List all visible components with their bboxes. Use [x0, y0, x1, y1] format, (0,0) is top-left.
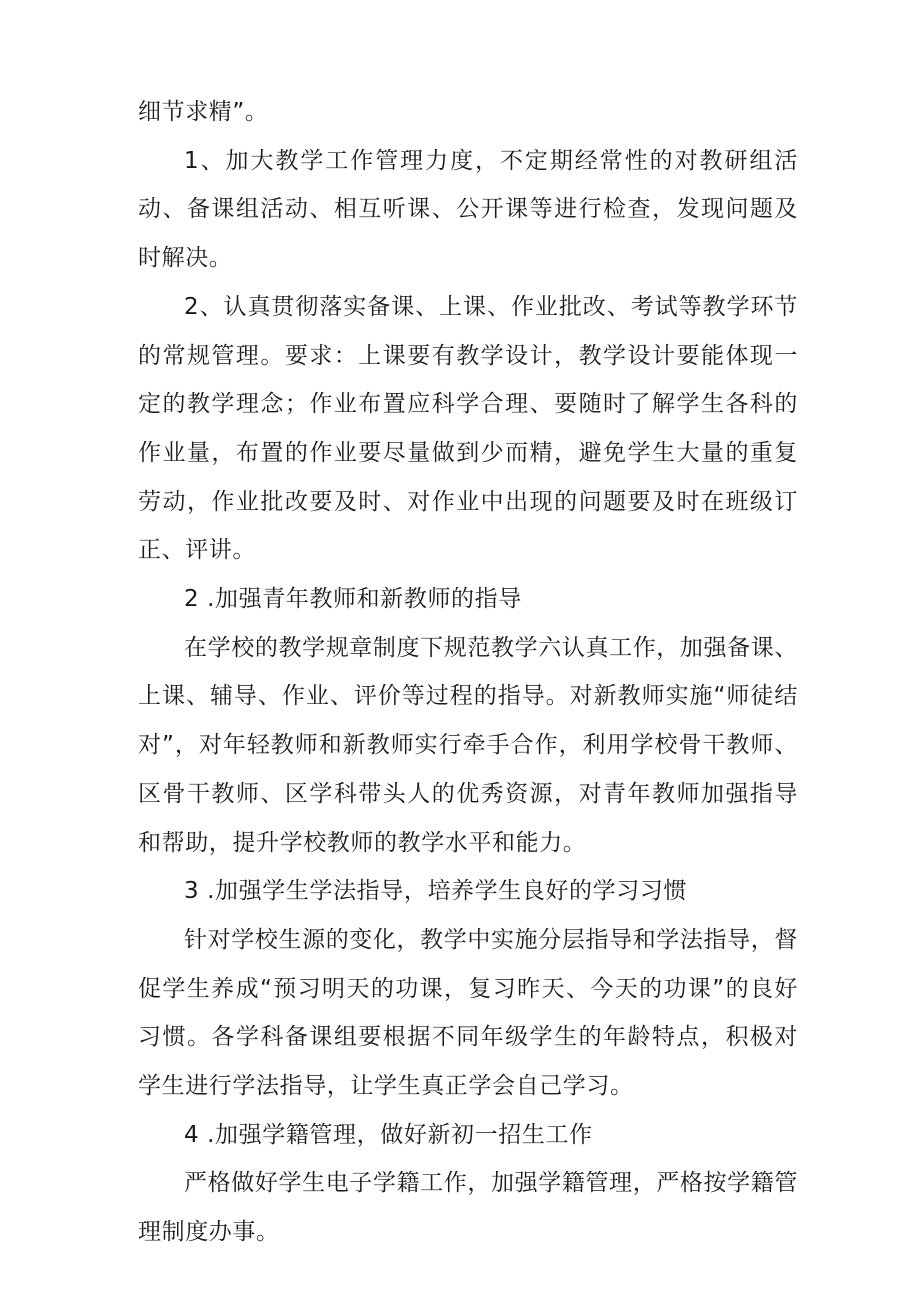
section-heading-3: 3 .加强学生学法指导，培养学生良好的学习习惯 [184, 878, 688, 905]
section-heading-4: 4 .加强学籍管理，做好新初一招生工作 [184, 1121, 593, 1148]
section-heading-2: 2 .加强青年教师和新教师的指导 [184, 586, 522, 613]
paragraph-item-2: 2、认真贯彻落实备课、上课、作业批改、考试等教学环节的常规管理。要求：上课要有教学设计，教学设计要能体现一定的教学理念；作业布置应科学合理、要随时了解学生各科的作业量，布置的作业要尽量做到少而精，避免学生大量的重复劳动，作业批改要及时、对作业中出现的问题要及时在班级订正、评讲。 [138, 293, 798, 564]
paragraph-section-4-body: 严格做好学生电子学籍工作，加强学籍管理，严格按学籍管理制度办事。 [138, 1170, 798, 1246]
document-body [138, 88, 798, 1257]
paragraph-item-1: 1、加大教学工作管理力度，不定期经常性的对教研组活动、备课组活动、相互听课、公开课等进行检查，发现问题及时解决。 [138, 147, 798, 272]
paragraph-section-2-body: 在学校的教学规章制度下规范教学六认真工作，加强备课、上课、辅导、作业、评价等过程的指导。对新教师实施“师徒结对”，对年轻教师和新教师实行牵手合作，利用学校骨干教师、区骨干教师、区学科带头人的优秀资源，对青年教师加强指导和帮助，提升学校教师的教学水平和能力。 [138, 634, 798, 856]
paragraph-continuation: 细节求精”。 [138, 99, 269, 125]
paragraph-section-3-body: 针对学校生源的变化，教学中实施分层指导和学法指导，督促学生养成“预习明天的功课，复习昨天、今天的功课”的良好习惯。各学科备课组要根据不同年级学生的年龄特点，积极对学生进行学法指导，让学生真正学会自己学习。 [138, 926, 798, 1100]
